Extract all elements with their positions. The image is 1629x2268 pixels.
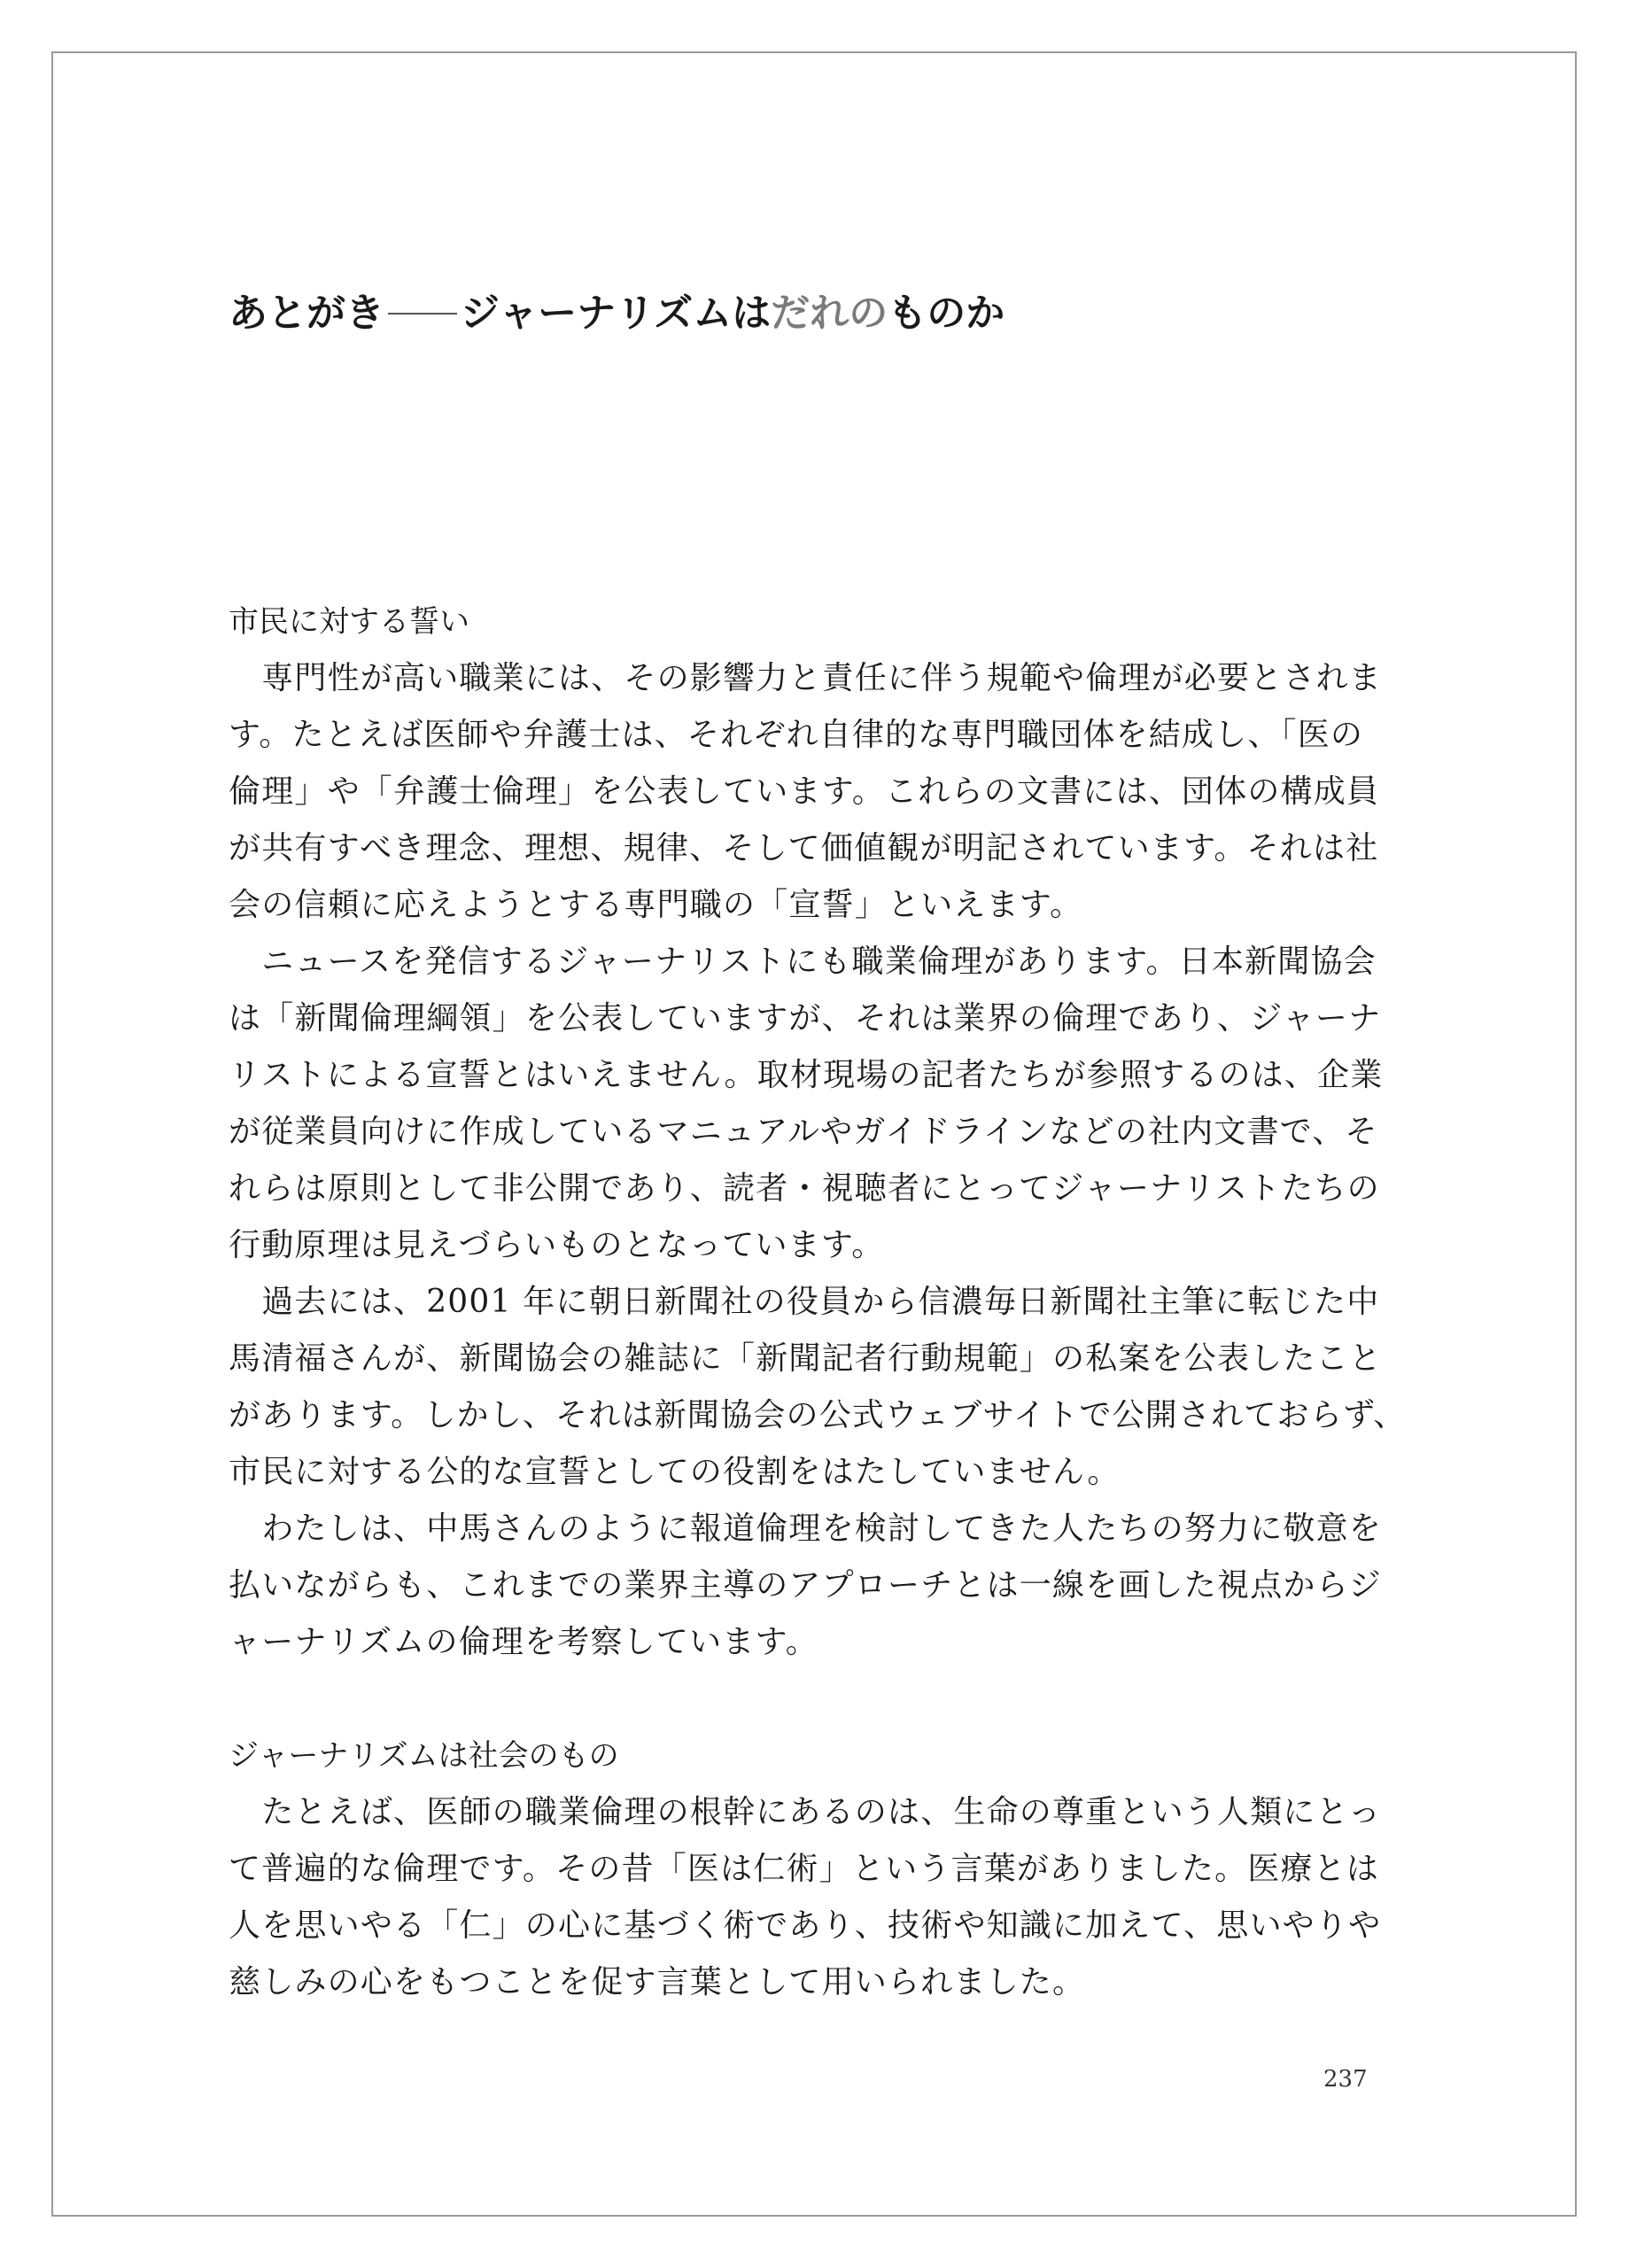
body-line: 払いながらも、これまでの業界主導のアプローチとは一線を画した視点からジ <box>229 1567 1383 1604</box>
body-line: て普遍的な倫理です。その昔「医は仁術」という言葉がありました。医療とは <box>229 1851 1380 1887</box>
body-line: 人を思いやる「仁」の心に基づく術であり、技術や知識に加えて、思いやりや <box>229 1907 1382 1944</box>
chapter-title <box>229 282 1005 346</box>
section-heading: ジャーナリズムは社会のもの <box>229 1738 619 1774</box>
body-line: が従業員向けに作成しているマニュアルやガイドラインなどの社内文書で、そ <box>229 1114 1378 1150</box>
body-line: リストによる宣誓とはいえません。取材現場の記者たちが参照するのは、企業 <box>229 1057 1384 1093</box>
body-line: 行動原理は見えづらいものとなっています。 <box>229 1227 885 1263</box>
body-line: 馬清福さんが、新聞協会の雑誌に「新聞記者行動規範」の私案を公表したこと <box>229 1340 1383 1377</box>
section-body <box>229 650 1416 1671</box>
body-line: 市民に対する公的な宣誓としての役割をはたしていません。 <box>229 1454 1121 1490</box>
body-line: があります。しかし、それは新聞協会の公式ウェブサイトで公開されておらず、 <box>229 1397 1407 1433</box>
body-line: 慈しみの心をもつことを促す言葉として用いられました。 <box>229 1964 1086 2000</box>
body-line: れらは原則として非公開であり、読者・視聴者にとってジャーナリストたちの <box>229 1170 1380 1207</box>
body-line: 倫理」や「弁護士倫理」を公表しています。これらの文書には、団体の構成員 <box>229 773 1380 810</box>
section-citizens-oath <box>229 594 1416 1671</box>
body-line: たとえば、医師の職業倫理の根幹にあるのは、生命の尊重という人類にとっ <box>229 1794 1382 1830</box>
body-line: 会の信頼に応えようとする専門職の「宣誓」といえます。 <box>229 887 1083 923</box>
body-line: は「新聞倫理綱領」を公表していますが、それは業界の倫理であり、ジャーナ <box>229 1000 1382 1037</box>
body-line: わたしは、中馬さんのように報道倫理を検討してきた人たちの努力に敬意を <box>229 1511 1383 1547</box>
title-dash-rule <box>388 313 457 315</box>
section-body <box>229 1784 1416 2011</box>
section-journalism-belongs-to-society <box>229 1728 1416 2011</box>
body-line: 過去には、2001 年に朝日新聞社の役員から信濃毎日新聞社主筆に転じた中 <box>229 1284 1380 1320</box>
chapter-title-sub: ジャーナリズムは <box>461 291 772 336</box>
body-line: 専門性が高い職業には、その影響力と責任に伴う規範や倫理が必要とされま <box>229 660 1383 696</box>
body-line: ニュースを発信するジャーナリストにも職業倫理があります。日本新聞協会 <box>229 944 1377 980</box>
page-number: 237 <box>1323 2066 1368 2093</box>
body-line: す。たとえば医師や弁護士は、それぞれ自律的な専門職団体を結成し、「医の <box>229 717 1364 753</box>
chapter-title-end: ものか <box>888 291 1005 336</box>
chapter-title-main: あとがき <box>229 291 384 336</box>
body-line: が共有すべき理念、理想、規律、そして価値観が明記されています。それは社 <box>229 830 1379 866</box>
section-heading: 市民に対する誓い <box>229 604 469 640</box>
chapter-title-highlight: だれの <box>771 291 888 336</box>
body-line: ャーナリズムの倫理を考察しています。 <box>229 1624 819 1660</box>
